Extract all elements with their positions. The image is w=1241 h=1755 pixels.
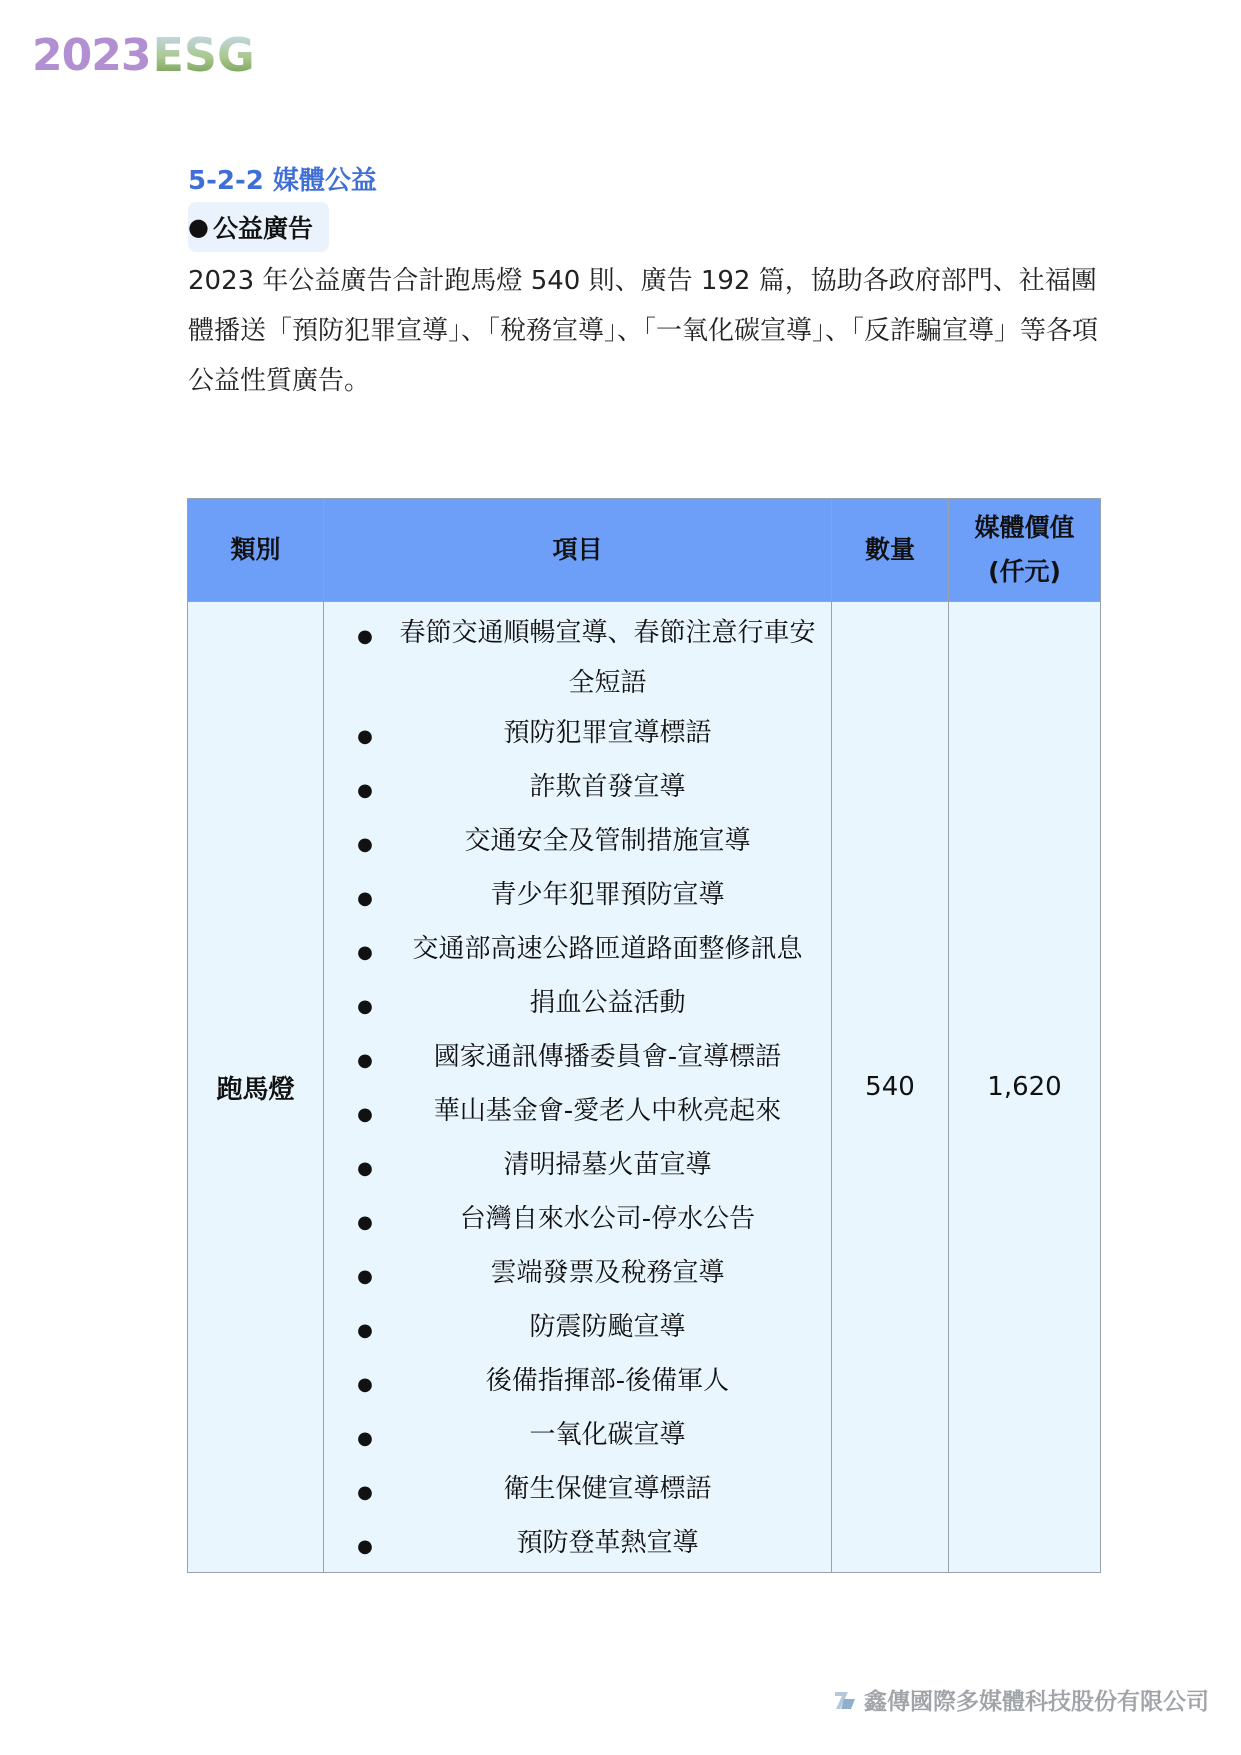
subsection-title: 公益廣告 <box>212 214 313 243</box>
list-item-text: 青少年犯罪預防宣導 <box>490 880 725 910</box>
bullet-icon: ● <box>357 1320 373 1341</box>
list-item <box>334 1194 819 1248</box>
intro-paragraph: 2023 年公益廣告合計跑馬燈 540 則、廣告 192 篇，協助各政府部門、社福團體播送「預防犯罪宣導」、「稅務宣導」、「一氧化碳宣導」、「反詐騙宣導」等各項公益性質廣告。 <box>188 266 1099 396</box>
list-item <box>334 978 819 1032</box>
list-item-text: 交通安全及管制措施宣導 <box>464 826 751 856</box>
list-item <box>334 1140 819 1194</box>
item-list <box>334 608 819 1572</box>
header-items: 項目 <box>324 499 832 602</box>
list-item <box>334 1086 819 1140</box>
bullet-icon: ● <box>357 1536 373 1557</box>
list-item <box>334 924 819 978</box>
table-row <box>188 602 1101 1573</box>
header-media-value-line1: 媒體價值 <box>974 513 1075 542</box>
logo-esg: ESG <box>152 28 255 82</box>
bullet-icon: ● <box>357 726 373 747</box>
bullet-icon: ● <box>357 1104 373 1125</box>
list-item <box>334 816 819 870</box>
list-item-text: 衛生保健宣導標語 <box>503 1474 712 1504</box>
bullet-icon: ● <box>357 1158 373 1179</box>
list-item <box>334 870 819 924</box>
list-item-text: 後備指揮部-後備軍人 <box>485 1366 730 1396</box>
bullet-icon: ● <box>357 626 373 647</box>
list-item-text: 預防登革熱宣導 <box>516 1528 699 1558</box>
header-media-value-line2: (仟元) <box>988 557 1061 586</box>
list-item <box>334 1248 819 1302</box>
list-item-text: 詐欺首發宣導 <box>529 772 686 802</box>
cell-category: 跑馬燈 <box>188 602 324 1573</box>
header-media-value <box>949 499 1101 602</box>
bullet-icon: ● <box>357 834 373 855</box>
bullet-icon: ● <box>357 1266 373 1287</box>
company-logo-icon <box>832 1687 858 1713</box>
bullet-icon: ● <box>357 1428 373 1449</box>
bullet-icon: ● <box>188 213 209 241</box>
cell-count: 540 <box>832 602 949 1573</box>
ads-table <box>187 498 1101 1573</box>
bullet-icon: ● <box>357 1212 373 1233</box>
esg-logo <box>32 22 255 82</box>
list-item <box>334 1356 819 1410</box>
list-item <box>334 1464 819 1518</box>
logo-year: 2023 <box>32 30 151 81</box>
list-item-text: 交通部高速公路匝道路面整修訊息 <box>412 934 803 964</box>
header-count: 數量 <box>832 499 949 602</box>
bullet-icon: ● <box>357 1482 373 1503</box>
list-item <box>334 1518 819 1572</box>
bullet-icon: ● <box>357 1050 373 1071</box>
cell-media-value: 1,620 <box>949 602 1101 1573</box>
list-item-text: 華山基金會-愛老人中秋亮起來 <box>433 1096 782 1126</box>
list-item-text: 清明掃墓火苗宣導 <box>503 1150 712 1180</box>
list-item-text: 雲端發票及稅務宣導 <box>490 1258 725 1288</box>
footer-company <box>832 1683 1209 1716</box>
list-item <box>334 1302 819 1356</box>
list-item-text: 春節交通順暢宣導、春節注意行車安全短語 <box>399 618 816 698</box>
list-item <box>334 1032 819 1086</box>
footer-company-name: 鑫傳國際多媒體科技股份有限公司 <box>864 1689 1209 1715</box>
list-item-text: 台灣自來水公司-停水公告 <box>459 1204 756 1234</box>
subsection-heading <box>188 202 329 252</box>
list-item-text: 一氧化碳宣導 <box>529 1420 686 1450</box>
list-item-text: 防震防颱宣導 <box>529 1312 686 1342</box>
list-item <box>334 1410 819 1464</box>
list-item-text: 國家通訊傳播委員會-宣導標語 <box>433 1042 782 1072</box>
list-item <box>334 708 819 762</box>
list-item-text: 捐血公益活動 <box>529 988 686 1018</box>
section-title: 5-2-2 媒體公益 <box>188 166 377 196</box>
header-category: 類別 <box>188 499 324 602</box>
bullet-icon: ● <box>357 888 373 909</box>
list-item <box>334 762 819 816</box>
cell-items <box>324 602 832 1573</box>
bullet-icon: ● <box>357 1374 373 1395</box>
list-item-text: 預防犯罪宣導標語 <box>503 718 712 748</box>
bullet-icon: ● <box>357 942 373 963</box>
table-header-row <box>188 499 1101 602</box>
bullet-icon: ● <box>357 996 373 1017</box>
bullet-icon: ● <box>357 780 373 801</box>
list-item <box>334 608 819 708</box>
